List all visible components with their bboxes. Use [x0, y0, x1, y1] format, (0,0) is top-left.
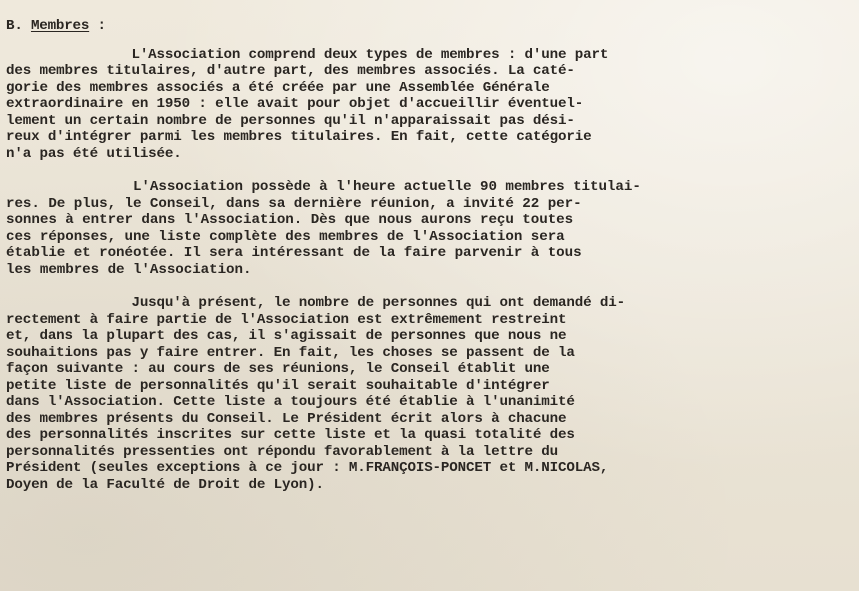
paragraph-admission-process	[6, 295, 858, 493]
text-line: ces réponses, une liste complète des membres de l'Association sera	[6, 228, 565, 245]
text-line: des membres présents du Conseil. Le Président écrit alors à chacune	[6, 410, 567, 427]
text-line: L'Association comprend deux types de membres : d'une part	[6, 46, 609, 63]
text-line: sonnes à entrer dans l'Association. Dès que nous aurons reçu toutes	[6, 212, 574, 228]
text-line: gorie des membres associés a été créée par une Assemblée Générale	[6, 79, 550, 96]
text-line: établie et ronéotée. Il sera intéressant de la faire parvenir à tous	[6, 245, 582, 261]
text-line: lement un certain nombre de personnes qu'il n'apparaissait pas dési-	[6, 112, 575, 129]
paragraph-membership-types	[6, 47, 858, 163]
text-line: Doyen de la Faculté de Droit de Lyon).	[6, 476, 324, 493]
text-line: petite liste de personnalités qu'il serait souhaitable d'intégrer	[6, 377, 550, 394]
text-line: des personnalités inscrites sur cette liste et la quasi totalité des	[6, 427, 575, 443]
paragraph-member-count	[6, 179, 858, 278]
text-line: personnalités pressenties ont répondu favorablement à la lettre du	[6, 443, 559, 460]
text-line: rectement à faire partie de l'Association est extrêmement restreint	[6, 311, 567, 328]
section-title: Membres	[30, 18, 90, 34]
text-line: et, dans la plupart des cas, il s'agissait de personnes que nous ne	[6, 328, 567, 344]
section-letter: B.	[6, 18, 23, 34]
text-line: façon suivante : au cours de ses réunions, le Conseil établit une	[6, 361, 550, 377]
section-title-colon: :	[89, 18, 106, 34]
text-line: dans l'Association. Cette liste a toujours été établie à l'unanimité	[6, 394, 575, 410]
text-line: extraordinaire en 1950 : elle avait pour objet d'accueillir éventuel-	[6, 96, 584, 112]
section-heading	[6, 18, 858, 35]
text-line: reux d'intégrer parmi les membres titulaires. En fait, cette catégorie	[6, 129, 592, 145]
text-line: res. De plus, le Conseil, dans sa dernière réunion, a invité 22 per-	[6, 195, 582, 212]
text-line: les membres de l'Association.	[6, 261, 252, 278]
text-line: des membres titulaires, d'autre part, des membres associés. La caté-	[6, 63, 575, 79]
text-line: Jusqu'à présent, le nombre de personnes qui ont demandé di-	[6, 295, 625, 311]
document-body	[6, 18, 858, 510]
text-line: L'Association possède à l'heure actuelle 90 membres titulai-	[6, 179, 641, 195]
text-line: Président (seules exceptions à ce jour : M.FRANÇOIS-PONCET et M.NICOLAS,	[6, 460, 609, 476]
text-line: souhaitions pas y faire entrer. En fait, les choses se passent de la	[6, 344, 575, 361]
text-line: n'a pas été utilisée.	[6, 145, 182, 162]
